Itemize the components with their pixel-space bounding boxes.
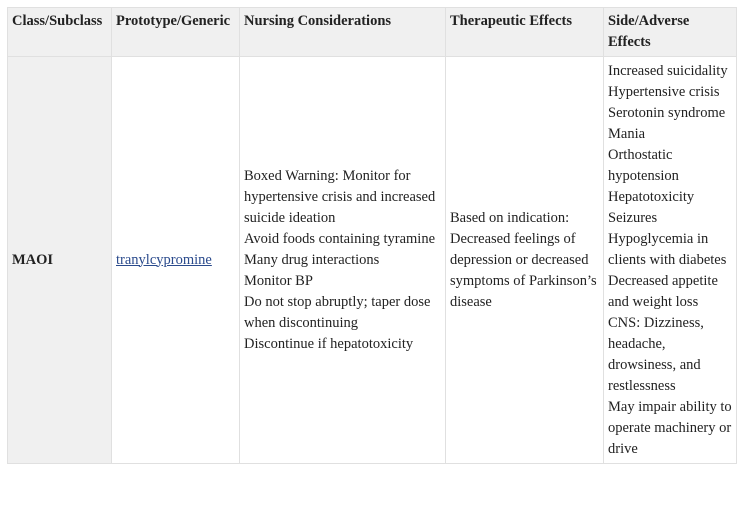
side-effect-item: Increased suicidality: [608, 63, 728, 79]
nursing-item: Many drug interactions: [244, 251, 380, 268]
side-effect-item: Hepatotoxicity: [608, 189, 695, 205]
generic-link[interactable]: tranylcypromine: [116, 251, 212, 268]
nursing-item: Boxed Warning: Monitor for hypertensive crisis and increased suicide ideation: [244, 167, 436, 226]
class-cell: MAOI: [8, 57, 112, 464]
therapeutic-item: Decreased feelings of depression or decreased symptoms of Parkinson’s disease: [450, 230, 597, 310]
therapeutic-item: Based on indication:: [450, 209, 570, 226]
header-prototype: Prototype/Generic: [112, 8, 240, 57]
side-effect-item: Serotonin syndrome: [608, 105, 726, 121]
nursing-item: Monitor BP: [244, 272, 313, 289]
table-row: [8, 57, 737, 464]
side-effect-item: Decreased appetite and weight loss: [608, 273, 718, 310]
nursing-item: Avoid foods containing tyramine: [244, 230, 436, 247]
side-effect-item: Hypoglycemia in clients with diabetes: [608, 231, 727, 268]
side-effect-item: Hypertensive crisis: [608, 84, 720, 100]
header-side-effects: Side/Adverse Effects: [604, 8, 737, 57]
side-effect-item: CNS: Dizziness, headache, drowsiness, and restlessness: [608, 315, 704, 394]
nursing-item: Discontinue if hepatotoxicity: [244, 335, 414, 352]
drug-table: [7, 7, 737, 464]
header-class: Class/Subclass: [8, 8, 112, 57]
header-row: [8, 8, 737, 57]
therapeutic-cell: [446, 57, 604, 464]
nursing-cell: [240, 57, 446, 464]
side-effect-item: Seizures: [608, 210, 658, 226]
side-effect-item: Mania: [608, 126, 646, 142]
nursing-item: Do not stop abruptly; taper dose when discontinuing: [244, 293, 431, 331]
side-effects-cell: [604, 57, 737, 464]
side-effect-item: Orthostatic hypotension: [608, 147, 679, 184]
side-effect-item: May impair ability to operate machinery or drive: [608, 399, 732, 457]
generic-cell: [112, 57, 240, 464]
header-nursing: Nursing Considerations: [240, 8, 446, 57]
header-therapeutic: Therapeutic Effects: [446, 8, 604, 57]
